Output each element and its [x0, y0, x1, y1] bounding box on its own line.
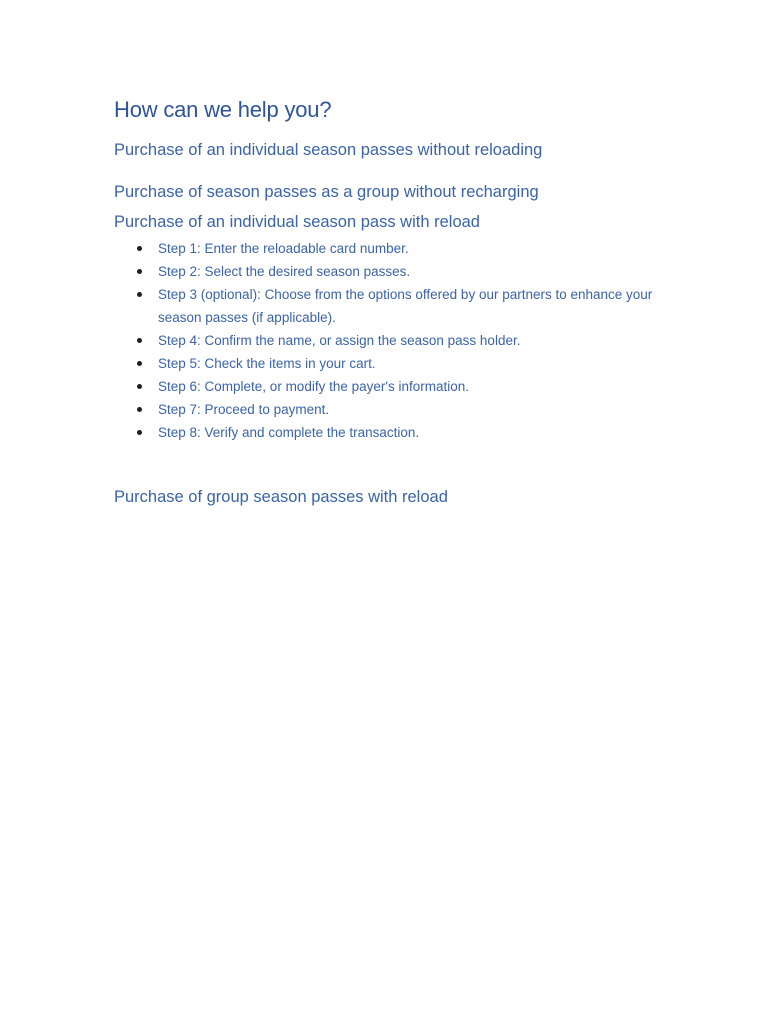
bullet-icon: [137, 407, 142, 412]
list-item: [114, 352, 674, 375]
step-text: Step 6: Complete, or modify the payer's information.: [158, 379, 469, 394]
list-item: [114, 375, 674, 398]
bullet-icon: [137, 384, 142, 389]
section-heading-individual-no-reload: Purchase of an individual season passes without reloading: [114, 141, 543, 159]
list-item: [114, 260, 674, 283]
section-heading-group-no-recharge: Purchase of season passes as a group without recharging: [114, 183, 539, 201]
document-content: [114, 94, 674, 510]
list-item: [114, 329, 674, 352]
bullet-icon: [137, 269, 142, 274]
step-text: Step 1: Enter the reloadable card number.: [158, 241, 409, 256]
bullet-icon: [137, 338, 142, 343]
list-item: [114, 237, 674, 260]
bullet-icon: [137, 246, 142, 251]
bullet-icon: [137, 361, 142, 366]
step-text: Step 3 (optional): Choose from the options offered by our partners to enhance your season passes (if applicable).: [158, 287, 653, 325]
step-text: Step 8: Verify and complete the transaction.: [158, 425, 420, 440]
list-item: [114, 283, 674, 329]
steps-list: [114, 237, 674, 444]
list-item: [114, 398, 674, 421]
step-text: Step 4: Confirm the name, or assign the season pass holder.: [158, 333, 521, 348]
section-heading-group-reload: Purchase of group season passes with reload: [114, 488, 448, 506]
bullet-icon: [137, 292, 142, 297]
page-title: How can we help you?: [114, 97, 332, 122]
step-text: Step 2: Select the desired season passes.: [158, 264, 411, 279]
bullet-icon: [137, 430, 142, 435]
step-text: Step 5: Check the items in your cart.: [158, 356, 376, 371]
step-text: Step 7: Proceed to payment.: [158, 402, 330, 417]
section-heading-individual-reload: Purchase of an individual season pass with reload: [114, 213, 480, 231]
list-item: [114, 421, 674, 444]
